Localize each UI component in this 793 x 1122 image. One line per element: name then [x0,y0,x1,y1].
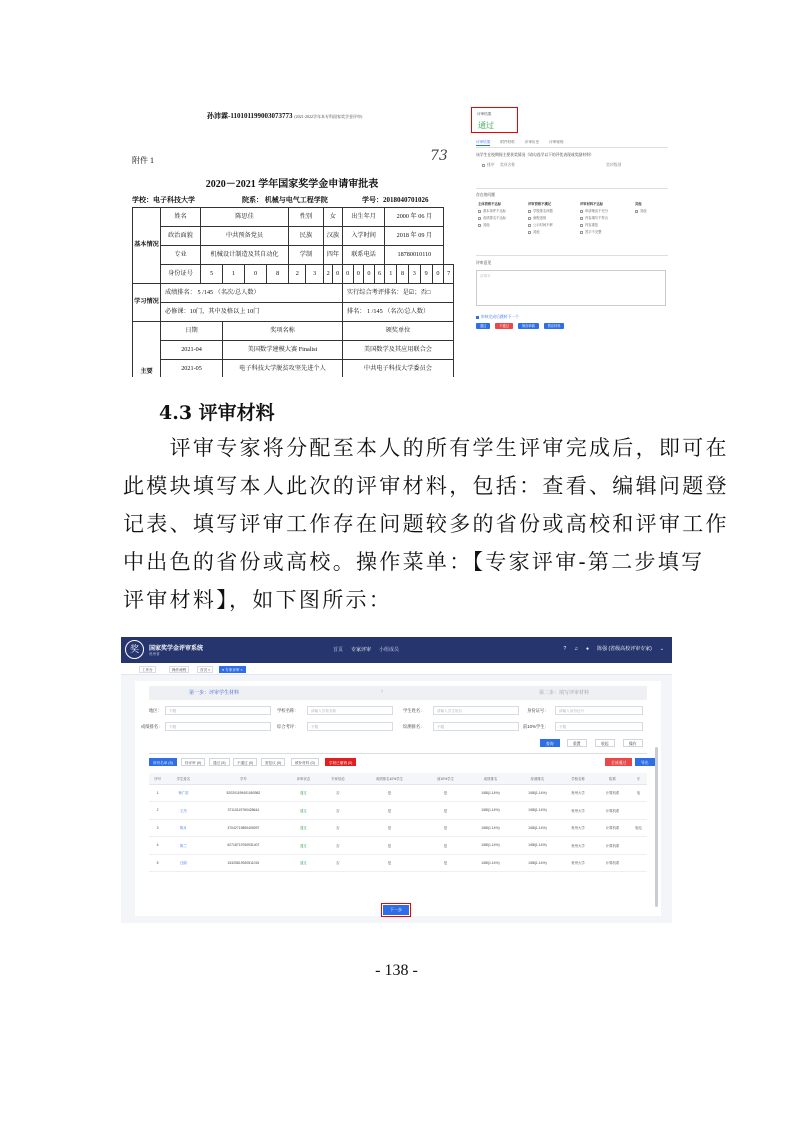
award-org: 美国数学及其应用联合会 [342,341,453,360]
cell-top2: 是 [424,854,467,872]
attachment-label: 附件 1 [132,156,154,165]
cell-name[interactable]: 王杰 [166,802,200,820]
search-button[interactable]: 查询 [540,739,560,747]
col-award: 奖项名称 [499,163,516,167]
tab-passed[interactable]: 通过 (5) [209,758,230,766]
cell: 联系电话 [342,246,384,265]
tag-bar [121,663,672,675]
form-table [132,207,454,377]
checkbox[interactable] [528,217,531,220]
id-digit: 8 [397,265,409,284]
tab-supplement[interactable]: 缓补材料 (0) [291,758,319,766]
filter-region-label: 地区： [149,708,162,713]
form-header-id: 孙沛霖-110101199003073773 [207,112,293,120]
cell-name[interactable]: 陈月 [166,819,200,837]
table-body [149,784,647,872]
cell-crank: 1/88(1.14%) [514,854,561,872]
award-header: 奖项名称 [223,322,343,341]
cell: 专业 [161,246,201,265]
result-highlight-box [471,107,518,133]
top-right-tools [564,645,665,652]
opinion-textarea[interactable] [476,270,666,306]
checkbox[interactable] [635,210,638,213]
cell-top2: 是 [424,819,467,837]
cell-conc: 否 [321,819,355,837]
cell-no: 3 [149,819,166,837]
checkbox[interactable] [528,210,531,213]
student-table [149,773,647,872]
option: 其他 [483,223,490,227]
cell-school: 贵州大学 [561,802,595,820]
checkbox[interactable] [580,224,583,227]
table-row[interactable] [149,854,647,872]
checkbox[interactable] [482,164,485,167]
top-nav [333,646,399,653]
scanned-approval-form [122,95,462,377]
cell-conc: 否 [321,854,355,872]
table-row[interactable] [149,819,647,837]
col-header[interactable]: 序号 [149,773,166,784]
table-row[interactable] [149,837,647,855]
cell: 学制 [289,246,324,265]
form-title: 2020－2021 学年国家奖学金申请审批表 [205,179,379,190]
step-bar [149,686,647,700]
col-header[interactable]: 成绩排名10%学生 [355,773,424,784]
cell: 中共预备党员 [201,227,289,246]
checkbox[interactable] [580,210,583,213]
collapse-button[interactable]: 收起 [595,739,615,747]
cell: 姓名 [161,208,201,227]
filter-rank-label: 成绩排名： [141,724,163,729]
chevron-down-icon[interactable]: ⌄ [659,645,664,652]
cell-top1: 是 [355,784,424,802]
next-checkbox-label: 审核完成后跳转下一个 [481,315,519,319]
opinion-title: 评审意见 [476,261,492,265]
cell-top2: 是 [424,802,467,820]
col-header[interactable]: 专家结论 [321,773,355,784]
main-label: 主要 [133,322,161,378]
table-row[interactable] [149,802,647,820]
cell-extra [630,802,647,820]
table-row[interactable] [149,784,647,802]
cell-conc: 否 [321,784,355,802]
school-name: 学校：电子科技大学 [132,196,195,204]
cell-crank: 1/88(1.14%) [514,802,561,820]
option: 其他 [533,230,540,234]
checkbox[interactable] [580,217,583,220]
col-header[interactable]: 综测排名 [514,773,561,784]
col-header[interactable]: 专 [630,773,647,784]
id-digit: 8 [267,265,289,284]
tab-attachments[interactable]: 附件材料 [500,140,515,144]
option: 内容填写不符合 [585,216,609,220]
cell-name[interactable]: 杨广浩 [166,784,200,802]
cell-top1: 是 [355,837,424,855]
filter-crank-label: 综测排名： [403,724,425,729]
reset-button[interactable]: 重置 [567,739,587,747]
comp-rank-value: 排名： 1 /145 （名次/总人数） [342,303,453,322]
page-number: - 138 - [375,962,418,979]
next-checkbox[interactable] [476,315,519,320]
cell-no: 5 [149,854,166,872]
id-digit: 0 [364,265,375,284]
cell-school: 贵州大学 [561,819,595,837]
divider [476,188,668,189]
cell: 女 [323,208,342,227]
cell-dept: 计算机系 [595,854,629,872]
id-digit: 1 [223,265,245,284]
col-header[interactable]: 学号 [201,773,287,784]
tag-workbench[interactable]: 工作台 [139,666,156,673]
col-title: 评审材料不达标 [580,202,604,206]
tab-reconsider[interactable]: 需复议 (0) [261,758,285,766]
option: 基本条件不达标 [483,209,507,213]
problem-col-2 [528,201,553,236]
problem-col-1 [478,201,506,229]
option: 学校排名问题 [533,209,553,213]
tab-review-result[interactable]: 评审结果 [476,140,491,144]
checkbox[interactable] [478,224,481,227]
filter-comp-label: 综合考评： [277,724,299,729]
award-date: 2021-05 [161,360,223,378]
study-info-label: 学习情况 [133,284,161,322]
cell-id: 62718719760931407 [201,837,287,855]
col-title: 主体资格不达标 [478,202,502,206]
temp-save-button[interactable]: 暂存材料 [544,323,565,329]
section-title: 4.3 评审材料 [159,402,275,424]
cell-id: 520201199401060982 [201,784,287,802]
cell-rank: 1/88(1.14%) [467,819,514,837]
pass-button[interactable]: 通过 [476,323,490,329]
filter-name-label: 学生姓名： [403,708,425,713]
opinion-placeholder: 请填写 [480,274,491,278]
option: 内容重复 [585,223,599,227]
college-name: 院系： 机械与电气工程学院 [242,196,328,204]
cell-extra [630,837,647,855]
top-select[interactable]: 不限 [555,722,643,731]
checkbox[interactable] [478,217,481,220]
comp-select[interactable]: 不限 [307,722,393,731]
cell-school: 贵州大学 [561,784,595,802]
cell: 身份证号 [161,265,201,284]
award-org: 中共电子科技大学委员会 [342,360,453,378]
basic-info-label: 基本情况 [133,208,161,284]
col-header[interactable]: 院系 [595,773,629,784]
required-courses: 必修课：10门，其中及格以上 10门 [161,303,343,322]
award-header: 颁奖单位 [342,322,453,341]
id-digit: 3 [306,265,323,284]
review-buttons [476,323,564,329]
cell-no: 2 [149,802,166,820]
filter-top-label: 前10%学生： [523,724,549,729]
cell-dept: 计算机系 [595,837,629,855]
cell-top1: 是 [355,854,424,872]
award-date: 2021-04 [161,341,223,360]
problem-col-3 [580,201,608,236]
col-header[interactable]: 前10%学生 [424,773,467,784]
cell-rank: 1/88(1.14%) [467,784,514,802]
tab-revoked[interactable]: 学校已撤销 (0) [325,758,356,766]
chevron-right-icon: › [381,688,384,695]
cell: 18780010110 [385,246,444,265]
next-step-button[interactable]: 下一步 [383,905,409,915]
cell-name[interactable]: 陈兰 [166,837,200,855]
cell: 政治面貌 [161,227,201,246]
filter-school-label: 学校名称： [277,708,299,713]
cell: 2000 年 06 月 [385,208,444,227]
cell-top2: 是 [424,837,467,855]
nav-group-members[interactable]: 小组成员 [379,647,400,653]
cell: 出生年月 [342,208,384,227]
id-digit: 7 [444,265,454,284]
vertical-scrollbar[interactable] [655,747,658,907]
tab-rules[interactable]: 评审规则 [549,140,564,144]
paragraph-line: 记表、填写评审工作存在问题较多的省份或高校和评审工作 [123,512,729,536]
cell-school: 贵州大学 [561,854,595,872]
col-header[interactable]: 成绩排名 [467,773,514,784]
cell-top1: 是 [355,802,424,820]
cell-extra: 电 [630,784,647,802]
divider [476,255,668,256]
cell: 性别 [289,208,324,227]
option: 其他 [640,209,647,213]
review-tabs [476,140,564,146]
system-subname: 贵州省 [149,652,160,656]
id-digit: 5 [201,265,223,284]
tag-expert-review[interactable]: ● 专家评审 × [219,666,246,673]
id-digit: 0 [432,265,444,284]
cell-rank: 1/88(1.14%) [467,854,514,872]
col-header[interactable]: 学校名称 [561,773,595,784]
id-digit: 0 [333,265,343,284]
cell-crank: 1/88(1.14%) [514,837,561,855]
divider [149,753,647,754]
cell-crank: 1/88(1.14%) [514,784,561,802]
cell-rank: 1/88(1.14%) [467,802,514,820]
cell-conc: 否 [321,837,355,855]
cell-conc: 否 [321,802,355,820]
col-header[interactable]: 评审状态 [286,773,320,784]
cell-status: 通过 [286,837,320,855]
result-value: 通过 [478,121,494,130]
checkbox[interactable] [528,231,531,234]
col-order: 排序 [487,163,495,167]
rank-select[interactable]: 不限 [165,722,271,731]
award-header: 日期 [161,322,223,341]
cell-status: 通过 [286,819,320,837]
problems-title: 存在的问题 [476,193,495,197]
cell-school: 贵州大学 [561,837,595,855]
tab-pending[interactable]: 待评审 (0) [181,758,205,766]
cell-top2: 是 [424,784,467,802]
comp-rank: 实行综合考评排名：是☑；否□ [342,284,453,303]
cell-no: 4 [149,837,166,855]
col-header[interactable]: 学生姓名 [166,773,200,784]
cell: 陈思佳 [201,208,289,227]
cell-extra: 电电 [630,819,647,837]
checkbox[interactable] [478,210,481,213]
cell: 机械设计制造及其自动化 [201,246,289,265]
cell-dept: 计算机系 [595,784,629,802]
paragraph-line: 此模块填写本人此次的评审材料，包括：查看、编辑问题登 [123,474,729,498]
col-title: 评审资格不满足 [528,202,552,206]
cell-id: 37042719890405097 [201,819,287,837]
bell-icon[interactable]: ♫ [574,645,579,652]
student-id: 学号：2018040701026 [362,196,429,204]
main-panel [135,681,661,916]
cell: 四年 [323,246,342,265]
tab-history[interactable]: 评审历史 [524,140,540,144]
step-1[interactable]: 第一步：评审学生材料 [189,690,240,696]
more-button[interactable]: 操作 [623,739,643,747]
export-button[interactable]: 导出 [635,758,655,766]
id-digit: 2 [289,265,306,284]
school-line [132,195,452,205]
school-input[interactable]: 请输入学校名称 [307,706,393,715]
id-digit: 3 [408,265,420,284]
user-name[interactable]: 陈强 (省级高校评审专家) [597,646,652,652]
user-icon: ● [586,645,590,652]
col-level: 奖项级别 [606,163,622,167]
nav-expert-review[interactable]: 专家评审 [351,647,372,653]
awards-question: 该学生在校期间主要获奖情况（请勾选学以下的评优表现或奖励材料） [476,153,594,157]
checkbox-checked[interactable] [476,316,479,319]
result-label: 评审结果 [477,112,492,116]
problem-col-4 [635,201,647,215]
cell-dept: 计算机系 [595,819,629,837]
pass-all-button[interactable]: 全部通过 [605,758,632,766]
logo-icon: 奖 [125,640,144,659]
cell-id: 15325819920511015 [201,854,287,872]
cell: 民族 [289,227,324,246]
cell-name[interactable]: 汪丽 [166,854,200,872]
option: 签字不完整 [585,230,602,234]
system-name: 国家奖学金评审系统 [149,646,204,652]
cell-rank: 1/88(1.14%) [467,837,514,855]
id-digit: 0 [245,265,267,284]
option: 申请理由不充分 [585,209,609,213]
cell-status: 通过 [286,802,320,820]
awards-columns [482,163,621,168]
col-title: 其他 [635,202,642,206]
step-2[interactable]: 第二步：填写评审材料 [539,690,590,696]
fail-button[interactable]: 不通过 [495,323,513,329]
nav-home[interactable]: 首页 [333,647,344,653]
option: 成绩排名不达标 [483,216,507,220]
tab-all[interactable]: 所有名单 (5) [149,758,177,766]
id-digit: 9 [420,265,432,284]
cell-dept: 计算机系 [595,802,629,820]
option: 公示时间不够 [533,223,553,227]
award-name: 美国数学建模大赛 Finalist [223,341,343,360]
form-header-note: (2021-2022学年本专科国家奖学金评审) [294,114,363,119]
cell-id: 37110119760428644 [201,802,287,820]
id-digit: 1 [385,265,397,284]
cell-no: 1 [149,784,166,802]
id-digit: 0 [342,265,353,284]
tag-process[interactable]: 操作流程 [169,666,189,673]
paragraph-line: 评审专家将分配至本人的所有学生评审完成后，即可在 [123,436,729,460]
paragraph-line: 评审材料】，如下图所示： [123,588,393,612]
cell: 2018 年 09 月 [385,227,444,246]
id-digit: 2 [323,265,333,284]
cell-crank: 1/88(1.14%) [514,819,561,837]
cell-top1: 是 [355,819,424,837]
review-result-panel [470,105,672,337]
option: 流程违规 [533,216,547,220]
help-icon[interactable]: ? [563,645,567,652]
score-rank: 成绩排名： 5 /145 （名次/总人数） [161,284,343,303]
cell-status: 通过 [286,854,320,872]
divider [476,147,668,148]
draft-button[interactable]: 保存草稿 [518,323,539,329]
filter-id-label: 身份证号： [527,708,549,713]
region-select[interactable]: 不限 [165,706,271,715]
cell: 汉族 [323,227,342,246]
name-input[interactable]: 请输入学生姓名 [433,706,519,715]
cell-status: 通过 [286,784,320,802]
id-input[interactable]: 请输入身份证号 [555,706,643,715]
paragraph-line: 中出色的省份或高校。操作菜单：【专家评审-第二步填写 [123,550,705,574]
award-name: 电子科技大学脱贫攻坚先进个人 [223,360,343,378]
cell-extra [630,854,647,872]
tab-failed[interactable]: 不通过 (0) [233,758,257,766]
handwritten-number: 73 [430,148,448,164]
form-header [207,111,362,121]
top-navbar [121,637,672,663]
crank-select[interactable]: 不限 [433,722,519,731]
checkbox[interactable] [528,224,531,227]
tag-home[interactable]: 首页 × [197,666,213,673]
checkbox[interactable] [580,231,583,234]
cell: 入学时间 [342,227,384,246]
id-digit: 6 [374,265,385,284]
system-screenshot [121,637,672,923]
id-digit: 0 [353,265,364,284]
